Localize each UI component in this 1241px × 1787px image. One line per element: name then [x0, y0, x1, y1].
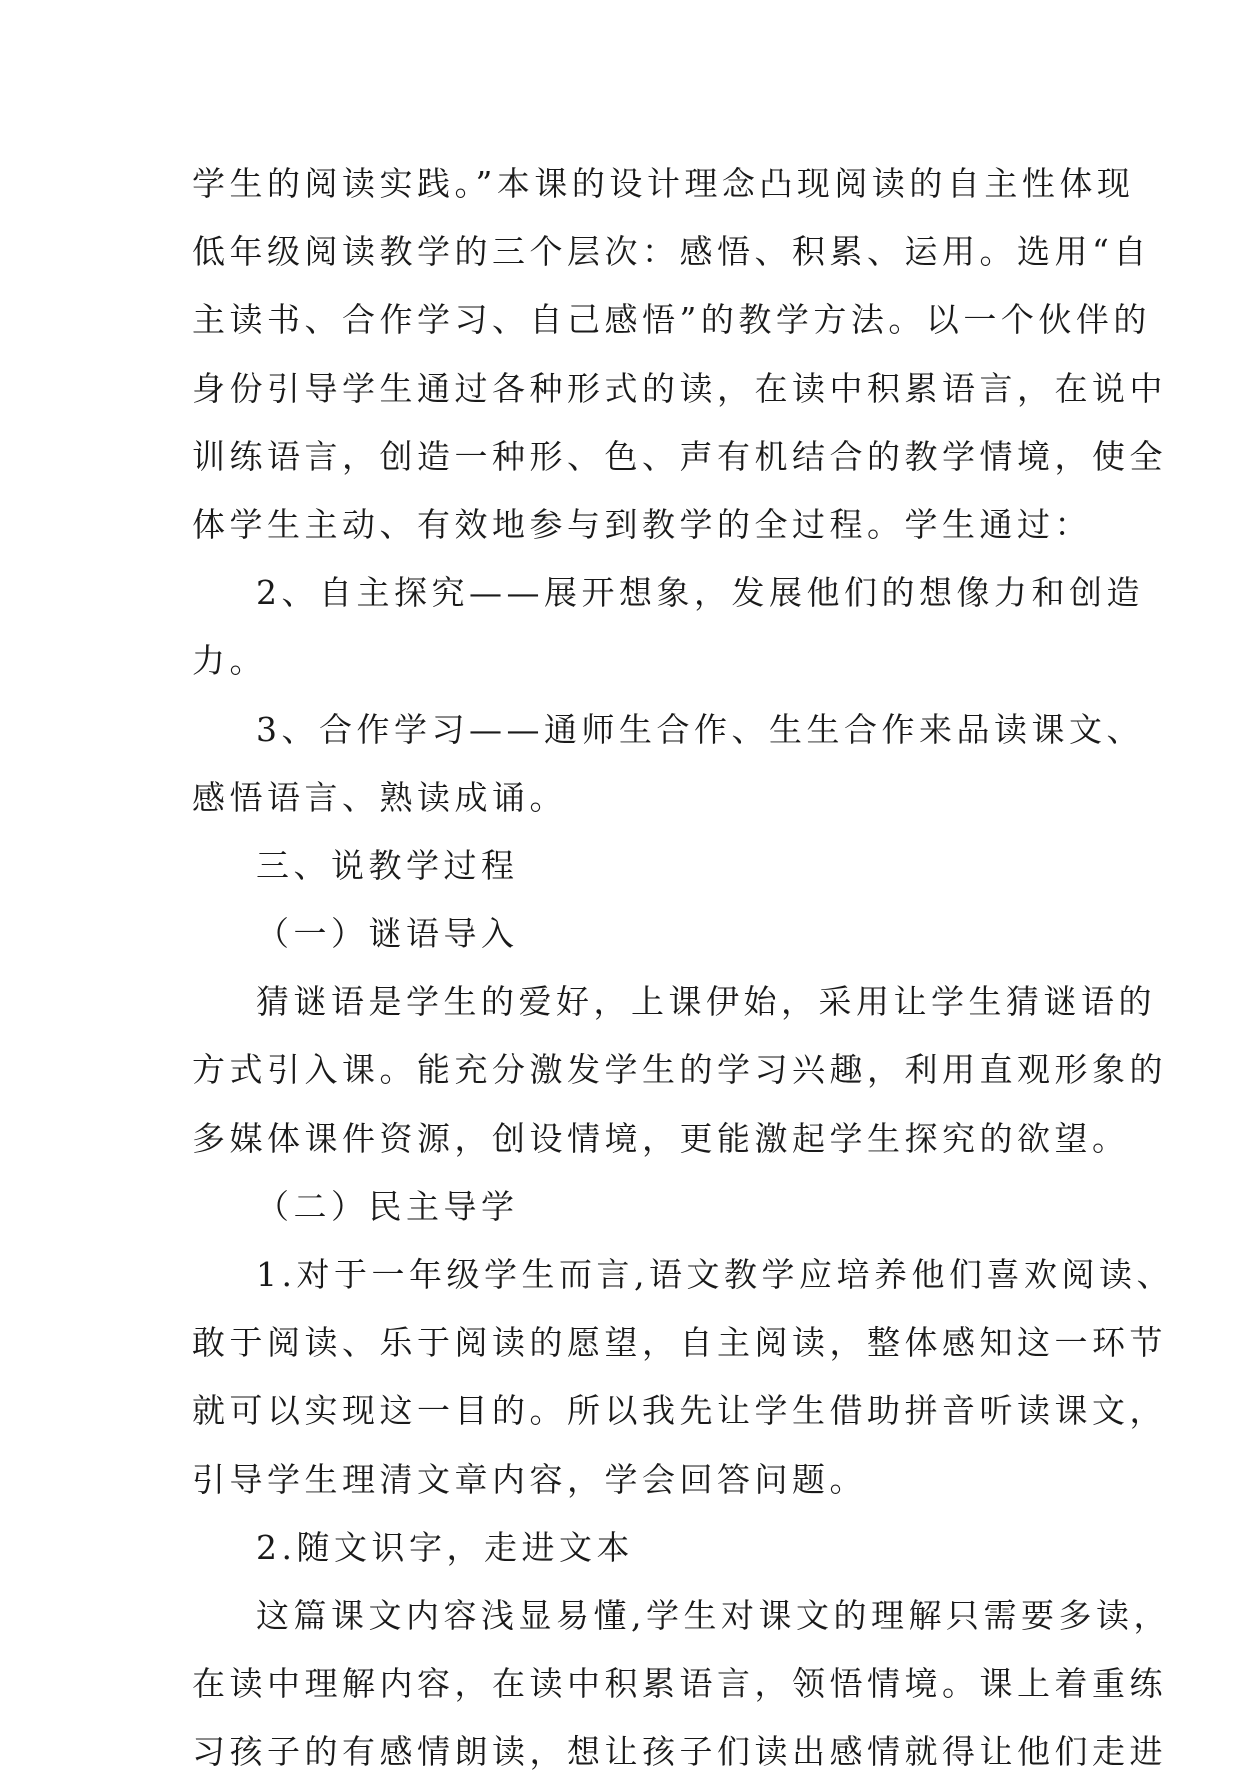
paragraph-line: 体学生主动、有效地参与到教学的全过程。学生通过： [192, 504, 1092, 544]
subsection-heading: （二）民主导学 [256, 1186, 519, 1226]
subsection-heading: （一）谜语导入 [256, 914, 519, 954]
paragraph-line: 低年级阅读教学的三个层次：感悟、积累、运用。选用“自 [192, 232, 1151, 272]
paragraph-line: 方式引入课。能充分激发学生的学习兴趣，利用直观形象的 [192, 1050, 1167, 1090]
paragraph-line: 感悟语言、熟读成诵。 [192, 777, 567, 817]
paragraph-line: 训练语言，创造一种形、色、声有机结合的教学情境，使全 [192, 436, 1167, 476]
document-body [192, 150, 1174, 1787]
section-heading: 三、说教学过程 [256, 845, 519, 885]
paragraph-line: 多媒体课件资源，创设情境，更能激起学生探究的欲望。 [192, 1118, 1130, 1158]
paragraph-line: 身份引导学生通过各种形式的读，在读中积累语言，在说中 [192, 368, 1167, 408]
paragraph-line: 学生的阅读实践。”本课的设计理念凸现阅读的自主性体现 [192, 164, 1135, 203]
list-item-line: 1.对于一年级学生而言,语文教学应培养他们喜欢阅读、 [256, 1255, 1174, 1294]
paragraph-line: 引导学生理清文章内容，学会回答问题。 [192, 1459, 867, 1499]
paragraph-line: 力。 [192, 641, 267, 681]
list-item-line: 2.随文识字，走进文本 [256, 1527, 634, 1567]
paragraph-line: 这篇课文内容浅显易懂,学生对课文的理解只需要多读， [256, 1595, 1171, 1635]
list-item-line: 2、自主探究——展开想象，发展他们的想像力和创造 [256, 573, 1144, 613]
paragraph-line: 敢于阅读、乐于阅读的愿望，自主阅读，整体感知这一环节 [192, 1323, 1167, 1363]
paragraph-line: 主读书、合作学习、自己感悟”的教学方法。以一个伙伴的 [192, 300, 1151, 340]
paragraph-line: 习孩子的有感情朗读，想让孩子们读出感情就得让他们走进 [192, 1732, 1167, 1772]
paragraph-line: 猜谜语是学生的爱好，上课伊始，采用让学生猜谜语的 [256, 982, 1156, 1022]
list-item-line: 3、合作学习——通师生合作、生生合作来品读课文、 [256, 709, 1144, 749]
paragraph-line: 在读中理解内容，在读中积累语言，领悟情境。课上着重练 [192, 1664, 1167, 1704]
paragraph-line: 就可以实现这一目的。所以我先让学生借助拼音听读课文， [192, 1391, 1167, 1431]
